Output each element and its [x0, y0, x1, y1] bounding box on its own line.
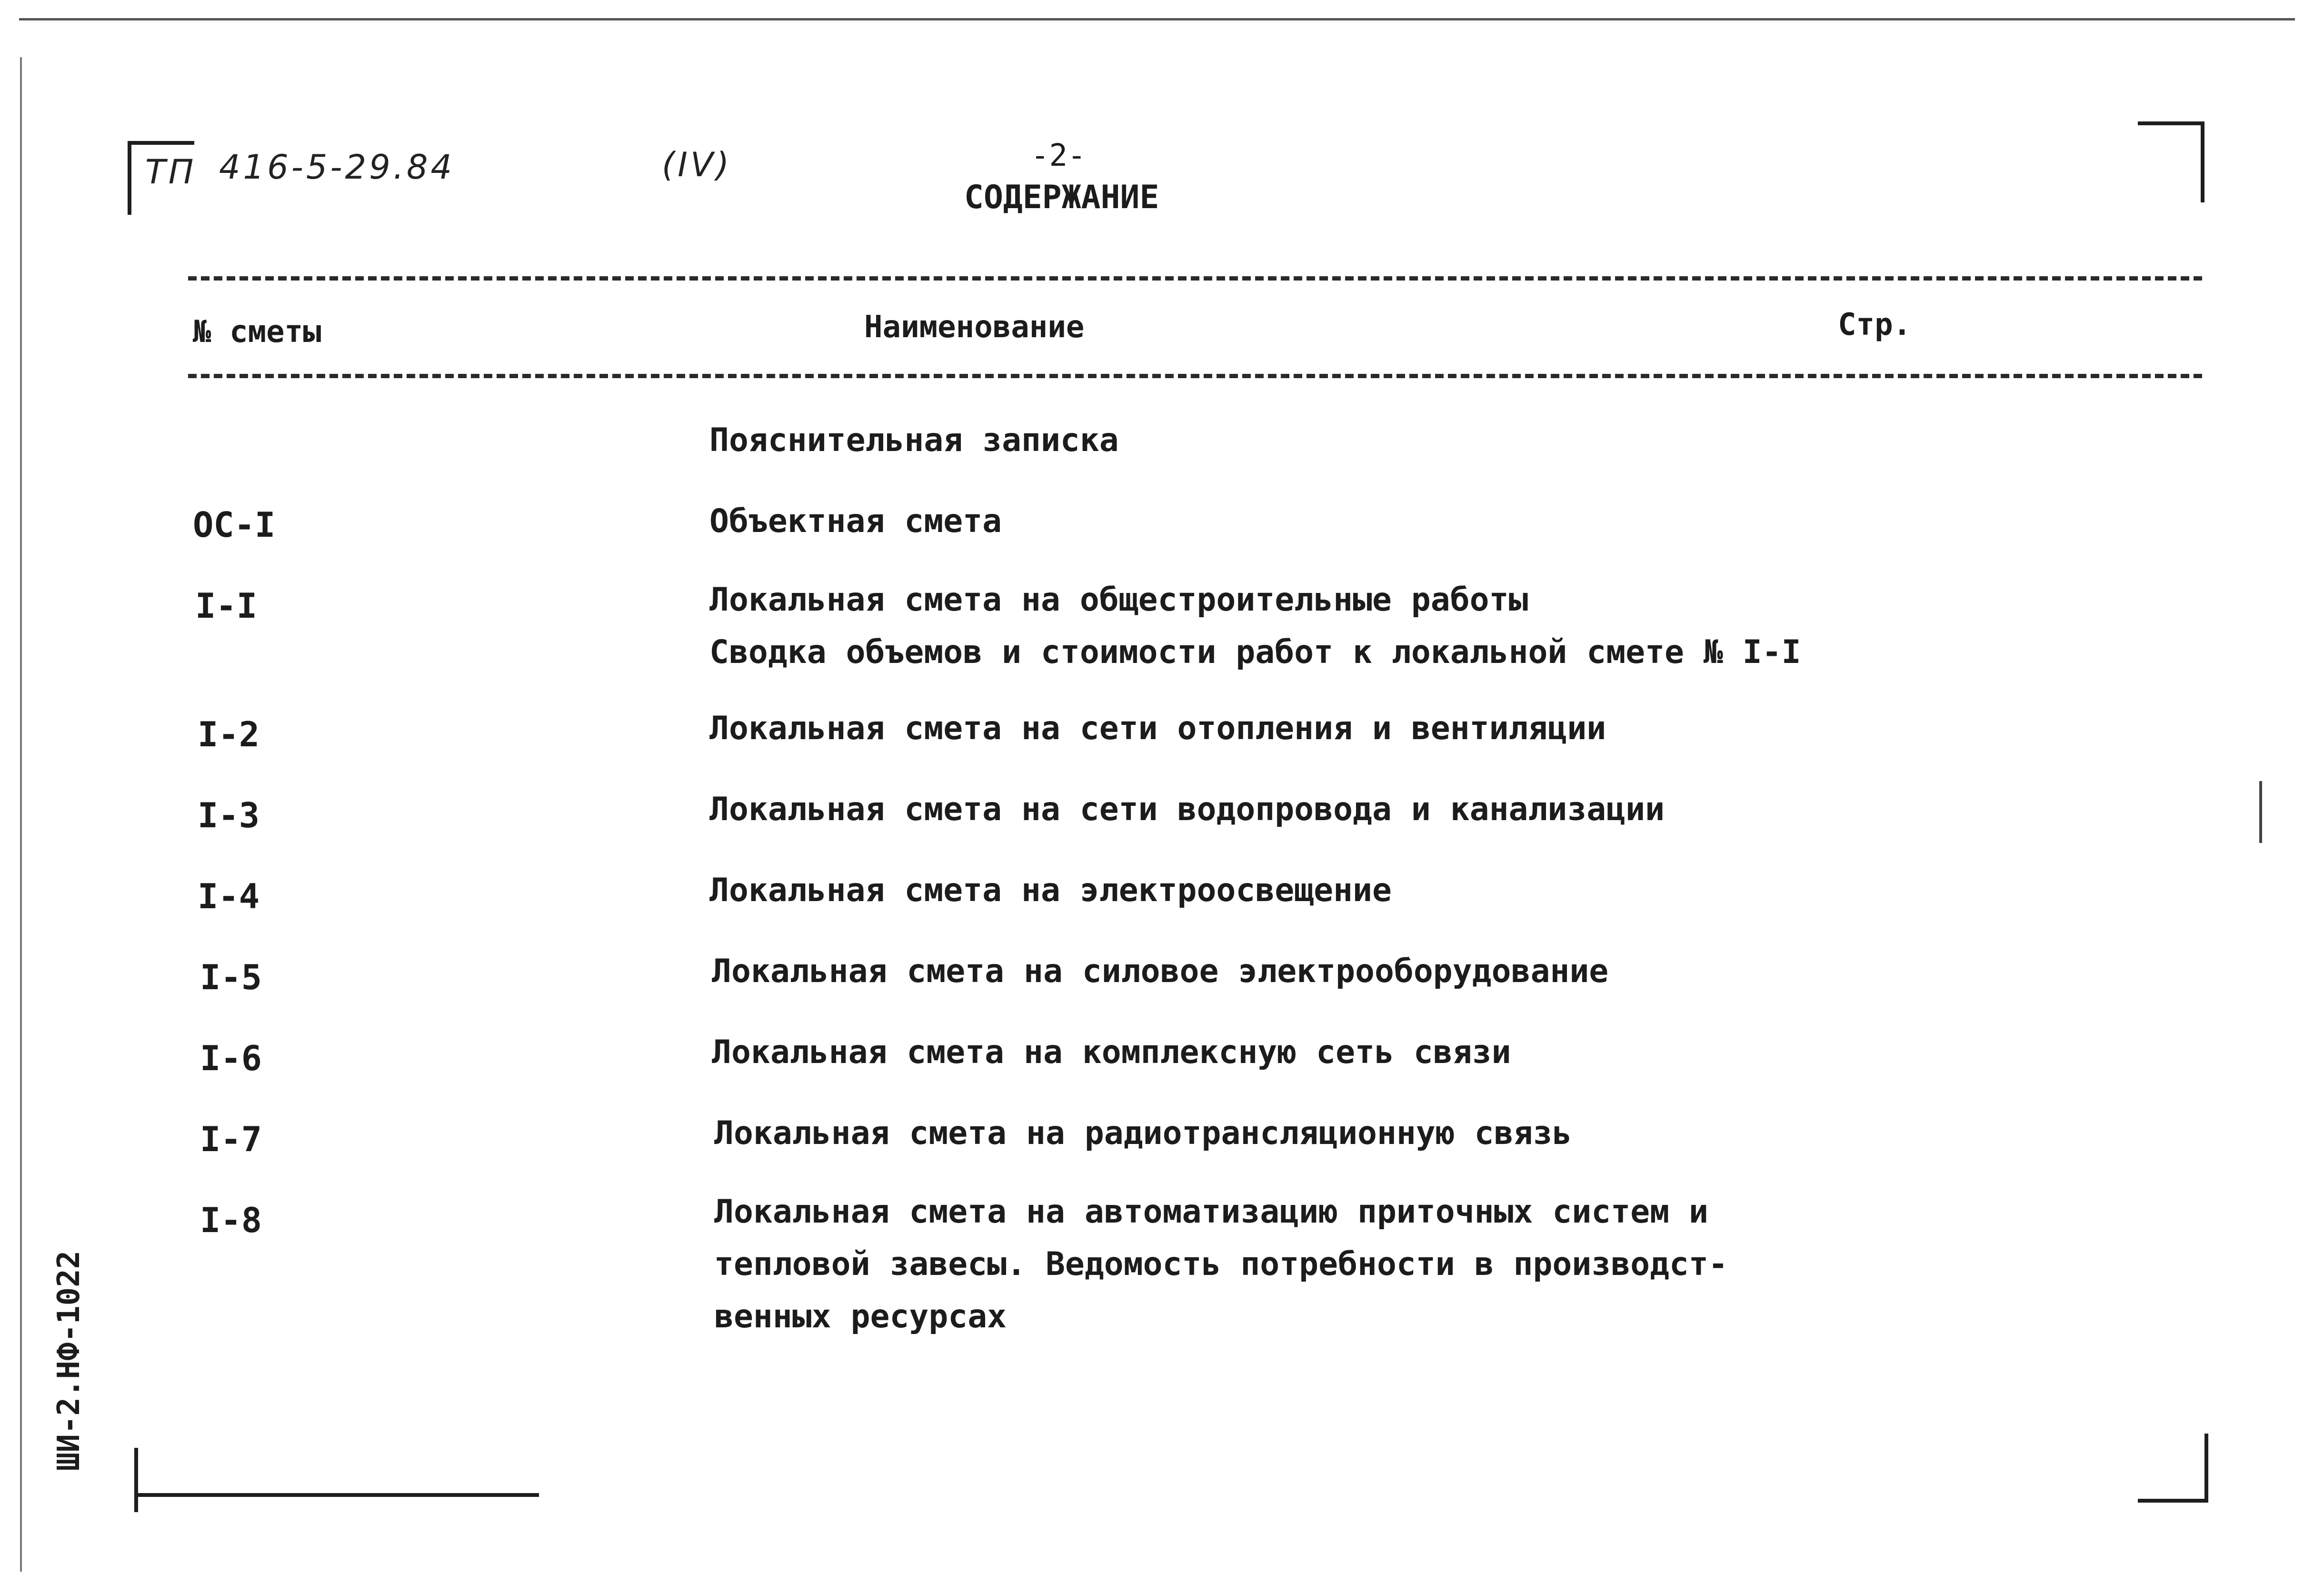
project-code: 416-5-29.84 — [219, 148, 455, 187]
left-edge-line — [20, 57, 22, 1572]
row-title: Локальная смета на автоматизацию приточных систем и тепловой завесы. Ведомость потребности в производст- венных ресурсах — [714, 1193, 1728, 1335]
header-bracket-vertical — [128, 141, 131, 215]
row-title: Локальная смета на силовое электрооборудование — [712, 953, 1609, 990]
row-number: I-3 — [198, 795, 260, 835]
row-number: I-6 — [200, 1038, 262, 1078]
row-number: I-8 — [200, 1200, 262, 1240]
row-number: I-5 — [200, 957, 262, 997]
corner-bottom-right-h — [2138, 1499, 2208, 1503]
row-title: Пояснительная записка — [709, 421, 1119, 459]
row-title: Локальная смета на комплексную сеть связи — [712, 1033, 1511, 1071]
corner-bottom-right-v — [2204, 1434, 2208, 1503]
row-title: Объектная смета — [709, 502, 1002, 540]
row-title: Локальная смета на электроосвещение — [709, 872, 1392, 909]
corner-bottom-left-h — [134, 1493, 539, 1497]
corner-top-right-h — [2138, 121, 2204, 125]
project-code-prefix: ТП — [145, 152, 197, 191]
row-number: I-2 — [198, 714, 260, 754]
top-edge-line — [19, 18, 2295, 20]
volume-number: (IV) — [662, 145, 732, 184]
header-top-rule — [188, 276, 2202, 281]
row-number: I-I — [195, 586, 258, 626]
header-bracket-horizontal — [128, 141, 194, 145]
column-header-number: № сметы — [193, 314, 321, 350]
row-title: Локальная смета на сети водопровода и канализации — [709, 791, 1665, 828]
row-title: Локальная смета на общестроительные работы Сводка объемов и стоимости работ к локальной смете № I-I — [709, 581, 1801, 671]
row-title: Локальная смета на радиотрансляционную связь — [714, 1114, 1572, 1152]
right-edge-mark — [2259, 781, 2262, 843]
row-number: I-4 — [198, 876, 260, 916]
row-title: Локальная смета на сети отопления и вентиляции — [709, 710, 1606, 747]
column-header-page: Стр. — [1838, 307, 1912, 342]
header-bottom-rule — [188, 374, 2202, 378]
corner-bottom-left-v — [134, 1448, 138, 1512]
row-number: I-7 — [200, 1119, 262, 1159]
column-header-name: Наименование — [864, 310, 1085, 345]
page-number: -2- — [1031, 138, 1086, 173]
corner-top-right-v — [2201, 121, 2204, 202]
margin-stamp: ШИ-2.НФ-1022 — [51, 1250, 87, 1471]
page-title: СОДЕРЖАНИЕ — [964, 179, 1159, 216]
row-number: ОС-I — [193, 505, 276, 545]
